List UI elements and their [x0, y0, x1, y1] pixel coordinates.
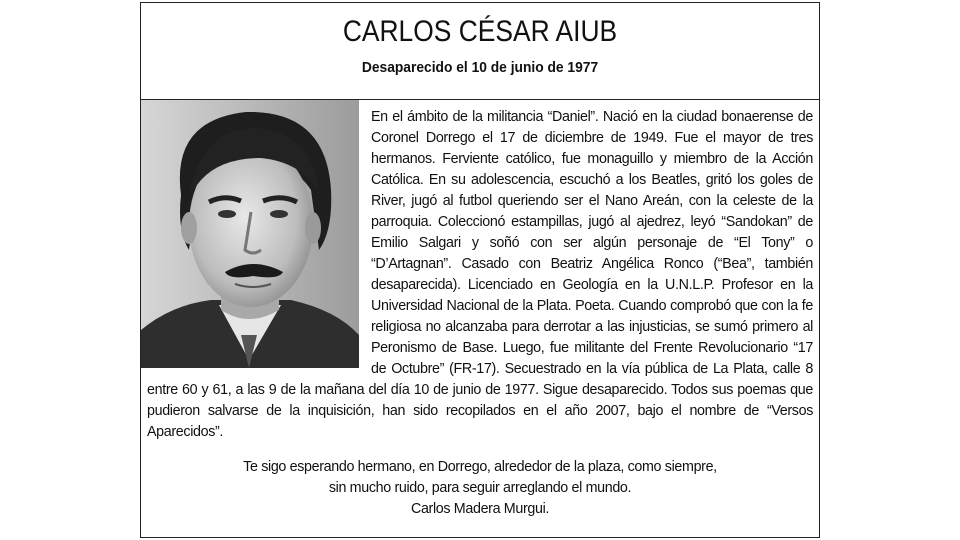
biography-text: En el ámbito de la militancia “Daniel”. Nació en la ciudad bonaerense de Coronel Dorrego el 17 de diciembre de 1949. Fue el mayor de tres hermanos. Ferviente católico, fue monaguillo y miembro de la Acción Católica. En su adolescencia, escuchó a los Beatles, gritó los goles de River, jugó al futbol queriendo ser el Nano Areán, con la celeste de la parroquia. Coleccionó estampillas, jugó al ajedrez, leyó “Sandokan” de Emilio Salgari y soñó con ser algún personaje de “El Tony” o “D’Artagnan”. Casado con Beatriz Angélica Ronco (“Bea”, también desaparecida). Licenciado en Geología en la U.N.L.P. Profesor en la Universidad Nacional de la Plata. Poeta. Cuando comprobó que con la fe religiosa no alcanzaba para derrotar a las injusticias, se sumó primero al Peronismo de Base. Luego, fue militante del Frente Revolucionario “17 de Octubre” (FR-17). Secuestrado en la vía pública de La Plata, calle 8 entre 60 y 61, a las 9 de la mañana del día 10 de junio de 1977. Sigue desaparecido. Todos sus poemas que pudieron salvarse de la inquisición, han sido recopilados en el año 2007, bajo el nombre de “Versos Aparecidos”. — [147, 109, 813, 440]
card-header — [141, 3, 819, 100]
disappearance-date: Desaparecido el 10 de junio de 1977 — [361, 59, 599, 76]
poem-author: Carlos Madera Murgui. — [410, 501, 550, 517]
memorial-card — [140, 2, 820, 538]
poem-line-1: Te sigo esperando hermano, en Dorrego, alrededor de la plaza, como siempre, — [243, 459, 717, 475]
photo-spacer — [147, 107, 371, 373]
biography-text-block — [147, 107, 813, 443]
poem-line-2: sin mucho ruido, para seguir arreglando el mundo. — [328, 480, 632, 496]
person-name: CARLOS CÉSAR AIUB — [342, 15, 618, 48]
poem-block — [141, 457, 819, 520]
